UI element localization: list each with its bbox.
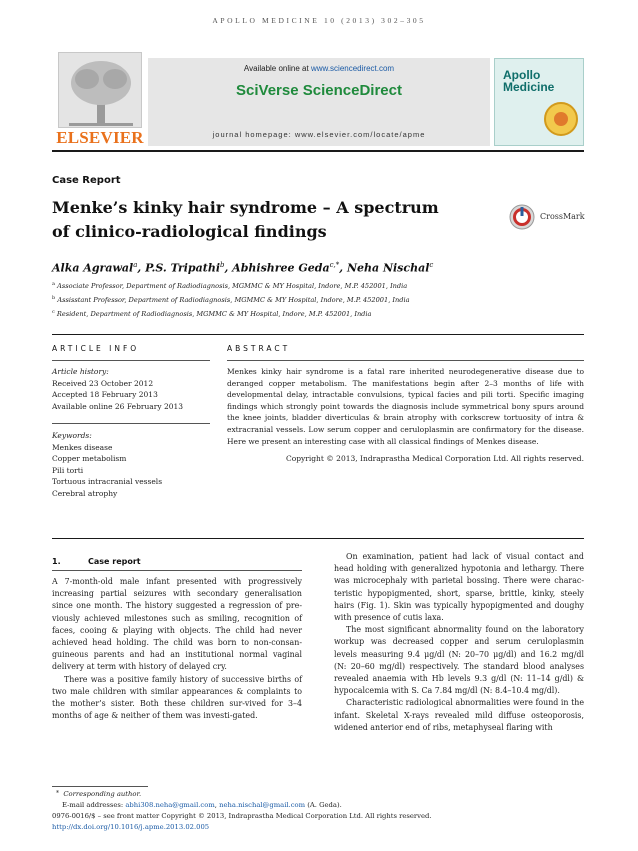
issn-line: 0976-0016/$ – see front matter Copyright © 2013, Indraprastha Medical Corporation Ltd. All rights reserved.	[52, 812, 432, 820]
section-rule	[52, 334, 584, 335]
sciencedirect-link[interactable]: www.sciencedirect.com	[310, 64, 395, 73]
article-title: Menke’s kinky hair syndrome – A spectrum of clinico-radiological findings	[52, 198, 439, 241]
email-link[interactable]: neha.nischal@gmail.com	[219, 801, 306, 809]
keywords-block: Keywords: Menkes disease Copper metabolism Pili torti Tortuous intracranial vessels Cerebral atrophy	[52, 430, 212, 499]
paragraph: A 7-month-old male infant presented with progressively increasing partial seizures with secondary generalisation since one month. The history suggested a regression of pre-viously achieved milestones such as smiling, recognition of faces, cooing & playing with objects. The child had never achieved head holding. The child was born to non-consan-guineous parents and had an institutional normal vaginal delivery at term with history of delayed cry.	[52, 577, 302, 672]
article-info-divider	[52, 423, 210, 424]
cover-emblem-icon	[539, 97, 579, 141]
header-rule	[52, 150, 584, 152]
affiliation-b: $^b$ Assisstant Professor, Department of Radiodiagnosis, MGMMC & MY Hospital, Indore, M.P. 452001, India	[52, 295, 410, 305]
abstract-rule	[227, 360, 584, 361]
elsevier-tree-icon	[58, 52, 142, 128]
section-heading-rule	[52, 570, 302, 571]
crossmark-badge[interactable]: CrossMark	[509, 204, 589, 230]
email-line: E-mail addresses: abhi308.neha@gmail.com, neha.nischal@gmail.com (A. Geda).	[62, 801, 342, 809]
sciverse-logo: SciVerse ScienceDirect	[236, 82, 402, 99]
abstract-heading: ABSTRACT	[227, 344, 291, 353]
paragraph: On examination, patient had lack of visual contact and head holding with generalized hypotonia and lethargy. There was microcephaly with parietal bossing. There were charac-teristic hypopigmented, short, sparse, brittle, kinky, steely hairs (Fig. 1). Skin was typically hypopigmented and doughy with presence of cutis laxa.	[334, 552, 584, 623]
doi-link[interactable]: http://dx.doi.org/10.1016/j.apme.2013.02.005	[52, 823, 210, 831]
journal-homepage[interactable]: journal homepage: www.elsevier.com/locate/apme	[212, 130, 426, 139]
body-left-column	[52, 576, 302, 722]
keyword: Copper metabolism	[52, 454, 127, 463]
elsevier-wordmark: ELSEVIER	[56, 128, 144, 147]
article-type: Case Report	[52, 175, 121, 186]
keyword: Menkes disease	[52, 442, 113, 452]
front-matter-rule	[52, 538, 584, 539]
masthead	[52, 48, 584, 148]
paragraph: Characteristic radiological abnormalities were found in the infant. Skeletal X-rays revealed mild diffuse osteoporosis, widened anterior end of ribs, metaphyseal flaring with	[334, 698, 584, 732]
keyword: Tortuous intracranial vessels	[52, 477, 163, 486]
abstract-text: Menkes kinky hair syndrome is a fatal rare inherited neurodegenerative disease due to deranged copper metabolism. The manifestations begin after 2–3 months of life with developmental delay, intractable convulsions, typical facies and pili torti. Specific imaging findings which strongly point towards the diagnosis include symmetrical bony spurs around the knee joints, bladder diverticulas & brain atrophy with corkscrew tortuosity of intra & extracranial vessels. Low serum copper and ceruloplasmin are confirmatory for the disease. Here we present an interesting case with all classical findings of Menkes disease.	[227, 367, 584, 446]
affiliation-c: $^c$ Resident, Department of Radiodiagnosis, MGMMC & MY Hospital, Indore, M.P. 452001, India	[52, 309, 372, 319]
article-info-heading: ARTICLE INFO	[52, 344, 140, 353]
email-link[interactable]: abhi308.neha@gmail.com	[125, 801, 215, 809]
article-info-rule	[52, 360, 210, 361]
keyword: Cerebral atrophy	[52, 488, 118, 498]
affiliation-a: $^a$ Associate Professor, Department of Radiodiagnosis, MGMMC & MY Hospital, Indore, M.P. 452001, India	[52, 281, 408, 291]
section-heading: 1. Case report	[52, 557, 141, 566]
corresponding-author-note: * Corresponding author.	[56, 790, 142, 798]
body-right-column	[334, 551, 584, 734]
paragraph: There was a positive family history of successive births of two male children with similar appearances & complaints to the mother’s sister. Both these children sur-vived for 3–4 months of age & neither of them was investi-gated.	[52, 674, 302, 721]
abstract-copyright: Copyright © 2013, Indraprastha Medical Corporation Ltd. All rights reserved.	[285, 454, 584, 463]
available-online: Available online at www.sciencedirect.com	[243, 64, 395, 73]
author-list: Alka Agrawal$^a$, P.S. Tripathi$^b$, Abhishree Geda$^{c,*}$, Neha Nischal$^c$	[52, 261, 434, 275]
article-history: Article history: Received 23 October 2012 Accepted 18 February 2013 Available online 26 February 2013	[52, 367, 184, 411]
paragraph: The most significant abnormality found on the laboratory workup was decreased copper and serum ceruloplasmin levels measuring 9.4 μg/dl (N: 20–70 μg/dl) and 16.2 mg/dl (N: 20–60 mg/dl) respectively. The standard blood analyses revealed anaemia with Hb levels 9.3 g/dl (N: 11–14 g/dl) & hypocalcemia with S. Ca 7.84 mg/dl (N: 8.4–10.4 mg/dl).	[334, 625, 584, 696]
journal-cover-thumbnail: Apollo Medicine	[494, 58, 584, 146]
footnote-rule	[52, 786, 148, 787]
journal-banner	[148, 58, 490, 146]
elsevier-logo	[52, 48, 148, 148]
journal-running-header: APOLLO MEDICINE 10 (2013) 302–305	[212, 16, 426, 25]
crossmark-icon	[509, 204, 535, 230]
keyword: Pili torti	[52, 465, 84, 475]
